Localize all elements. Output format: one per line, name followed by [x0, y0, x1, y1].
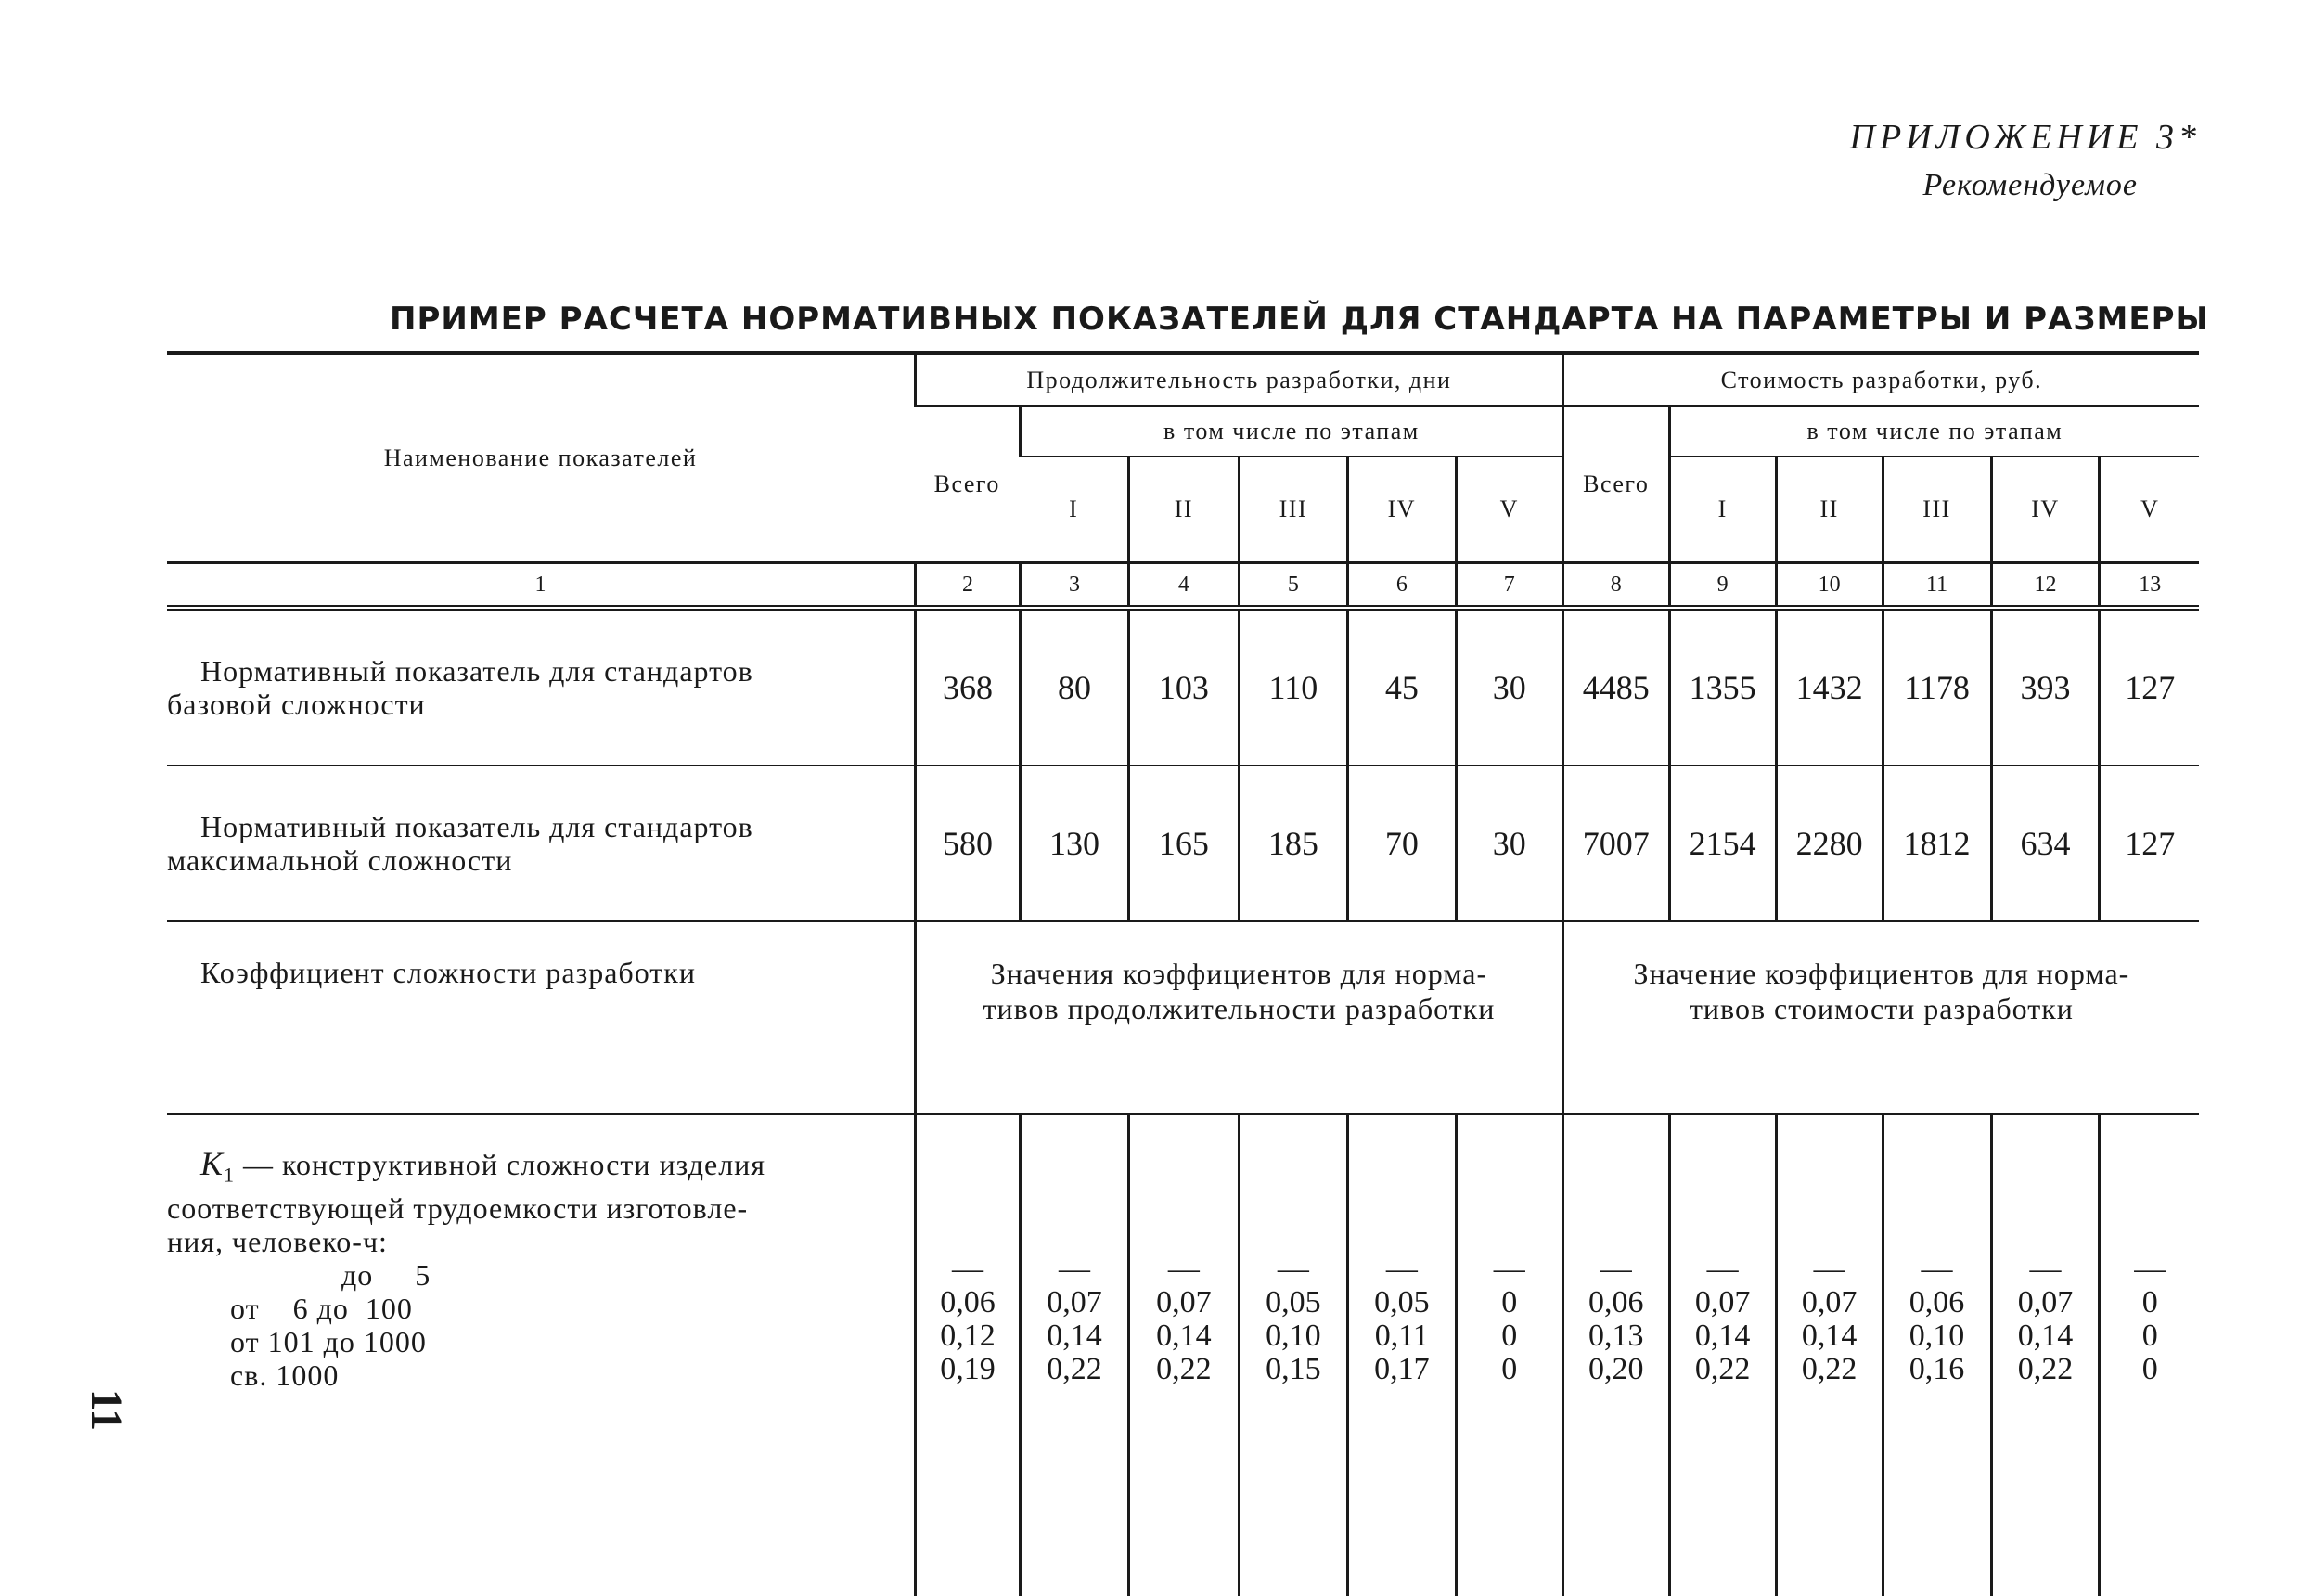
k1-values-col	[1239, 1114, 1347, 1596]
k1-name	[167, 1114, 916, 1596]
row-name-line1: Нормативный показатель для стандартов	[200, 810, 753, 843]
k1-value: 0	[1501, 1285, 1518, 1319]
k1-value: 0,14	[1694, 1319, 1751, 1353]
column-number: 13	[2100, 563, 2199, 609]
coef-duration-note	[916, 921, 1563, 1114]
k1-value: 0,20	[1588, 1352, 1644, 1386]
k1-value: 0,14	[2017, 1319, 2074, 1353]
column-number: 6	[1347, 563, 1456, 609]
header-row-1	[167, 354, 2199, 407]
table-cell: 70	[1347, 766, 1456, 921]
column-number: 12	[1991, 563, 2100, 609]
row-name-line2: максимальной сложности	[167, 843, 513, 877]
k1-value: —	[1058, 1252, 1090, 1286]
k1-value: 0,11	[1374, 1319, 1429, 1353]
k1-value: 0,16	[1909, 1352, 1965, 1386]
table-cell: 30	[1456, 766, 1562, 921]
column-number: 10	[1776, 563, 1883, 609]
k1-value: 0,07	[1047, 1285, 1102, 1319]
cost-stage-III: III	[1883, 457, 1991, 563]
k1-value: 0	[2141, 1285, 2158, 1319]
k1-range: св. 1000	[230, 1358, 340, 1393]
column-number: 11	[1883, 563, 1991, 609]
k1-value: —	[1277, 1252, 1309, 1286]
page-number: 11	[82, 1388, 132, 1432]
table-cell: 185	[1239, 766, 1347, 921]
k1-value: 0,07	[1156, 1285, 1212, 1319]
k1-values-col	[1456, 1114, 1562, 1596]
table-cell: 127	[2100, 766, 2199, 921]
duration-stage-III: III	[1239, 457, 1347, 563]
k1-value: 0	[2141, 1352, 2158, 1386]
k1-value: 0,13	[1588, 1319, 1644, 1353]
table-cell: 580	[916, 766, 1021, 921]
k1-desc-line2: соответствующей трудоемкости изготовле-	[167, 1191, 749, 1226]
k1-subscript: 1	[224, 1163, 236, 1187]
table-cell: 30	[1456, 608, 1562, 766]
k1-value: —	[1600, 1252, 1632, 1286]
column-number: 8	[1562, 563, 1669, 609]
k1-values-col	[1020, 1114, 1128, 1596]
table-cell: 127	[2100, 608, 2199, 766]
k1-values-col	[916, 1114, 1021, 1596]
k1-value: 0,22	[2017, 1352, 2074, 1386]
k1-range: от 101 до 1000	[230, 1325, 427, 1359]
cost-stages-header: в том числе по этапам	[1669, 406, 2199, 457]
k1-values-col	[1562, 1114, 1669, 1596]
k1-value: 0,19	[940, 1352, 996, 1386]
k1-value: —	[2029, 1252, 2062, 1286]
appendix-status: Рекомендуемое	[1922, 168, 2138, 202]
table-cell: 80	[1020, 608, 1128, 766]
duration-stage-I: I	[1020, 457, 1128, 563]
k1-description	[167, 1147, 903, 1258]
table-cell: 7007	[1562, 766, 1669, 921]
table-cell: 130	[1020, 766, 1128, 921]
column-number: 7	[1456, 563, 1562, 609]
coef-duration-line2: тивов продолжительности разработки	[983, 992, 1496, 1025]
table-cell: 110	[1239, 608, 1347, 766]
table-cell: 4485	[1562, 608, 1669, 766]
table-row-max-complexity	[167, 766, 2199, 921]
duration-stage-IV: IV	[1347, 457, 1456, 563]
k1-value: 0,12	[940, 1319, 996, 1353]
k1-value: 0,06	[940, 1285, 996, 1319]
k1-value: 0,10	[1266, 1319, 1321, 1353]
k1-value: 0,05	[1266, 1285, 1321, 1319]
k1-value: 0	[1501, 1319, 1518, 1353]
page-title: ПРИМЕР РАСЧЕТА НОРМАТИВНЫХ ПОКАЗАТЕЛЕЙ ДЛЯ СТАНДАРТА НА ПАРАМЕТРЫ И РАЗМЕРЫ	[390, 301, 2209, 338]
k1-value: 0,22	[1801, 1352, 1858, 1386]
table-cell: 368	[916, 608, 1021, 766]
k1-values-col	[1776, 1114, 1883, 1596]
k1-symbol: K	[200, 1145, 225, 1182]
k1-value: —	[1385, 1252, 1418, 1286]
k1-value: 0	[2141, 1319, 2158, 1353]
column-number: 9	[1669, 563, 1776, 609]
k1-value: 0,22	[1047, 1352, 1102, 1386]
column-number: 3	[1020, 563, 1128, 609]
cost-stage-I: I	[1669, 457, 1776, 563]
duration-header: Продолжительность разработки, дни	[916, 354, 1563, 407]
table-cell: 103	[1128, 608, 1239, 766]
column-number: 1	[167, 563, 916, 609]
column-number: 5	[1239, 563, 1347, 609]
cost-stage-IV: IV	[1991, 457, 2100, 563]
k1-value: 0,15	[1266, 1352, 1321, 1386]
coef-cost-note	[1562, 921, 2199, 1114]
k1-value: —	[1813, 1252, 1845, 1286]
k1-value: —	[1167, 1252, 1200, 1286]
k1-value: 0,17	[1374, 1352, 1430, 1386]
k1-value: —	[2134, 1252, 2166, 1286]
k1-values-col	[1669, 1114, 1776, 1596]
cost-total-header: Всего	[1562, 406, 1669, 563]
column-numbers-row	[167, 563, 2199, 609]
table-cell: 393	[1991, 608, 2100, 766]
coef-row-name: Коэффициент сложности разработки	[167, 921, 916, 1114]
k1-value: 0,14	[1801, 1319, 1858, 1353]
duration-total-header: Всего	[916, 406, 1021, 563]
table-cell: 1178	[1883, 608, 1991, 766]
duration-stage-II: II	[1128, 457, 1239, 563]
k1-values-col	[1128, 1114, 1239, 1596]
appendix-label: ПРИЛОЖЕНИЕ 3*	[1849, 118, 2201, 157]
k1-value: —	[952, 1252, 984, 1286]
k1-value: 0,06	[1909, 1285, 1965, 1319]
duration-stage-V: V	[1456, 457, 1562, 563]
k1-value: —	[1921, 1252, 1953, 1286]
k1-values-col	[1347, 1114, 1456, 1596]
k1-value: —	[1493, 1252, 1525, 1286]
table-cell: 2280	[1776, 766, 1883, 921]
k1-ranges	[167, 1258, 903, 1392]
k1-values-col	[1883, 1114, 1991, 1596]
k1-value: 0,07	[1801, 1285, 1858, 1319]
row-name	[167, 608, 916, 766]
k1-values-col	[1991, 1114, 2100, 1596]
k1-desc-line1: — конструктивной сложности изделия	[235, 1148, 766, 1181]
table-cell: 634	[1991, 766, 2100, 921]
k1-values-col	[2100, 1114, 2199, 1596]
k1-value: 0,22	[1694, 1352, 1751, 1386]
norms-table	[167, 351, 2199, 1596]
row-name	[167, 766, 916, 921]
column-number: 2	[916, 563, 1021, 609]
coef-cost-line1: Значение коэффициентов для норма-	[1633, 957, 2130, 990]
k1-value: 0,14	[1047, 1319, 1102, 1353]
col-name-header: Наименование показателей	[167, 354, 916, 563]
k1-value: 0,07	[1694, 1285, 1751, 1319]
k1-value: 0,07	[2017, 1285, 2074, 1319]
coef-duration-line1: Значения коэффициентов для норма-	[990, 957, 1488, 990]
cost-stage-V: V	[2100, 457, 2199, 563]
table-cell: 2154	[1669, 766, 1776, 921]
k1-value: 0	[1501, 1352, 1518, 1386]
k1-value: 0,06	[1588, 1285, 1644, 1319]
table-cell: 1812	[1883, 766, 1991, 921]
table-cell: 1355	[1669, 608, 1776, 766]
k1-desc-line3: ния, человеко-ч:	[167, 1225, 388, 1259]
k1-value: 0,14	[1156, 1319, 1212, 1353]
k1-value: 0,22	[1156, 1352, 1212, 1386]
appendix-header	[1850, 113, 2201, 210]
cost-header: Стоимость разработки, руб.	[1562, 354, 2199, 407]
k1-value: —	[1706, 1252, 1739, 1286]
table-row-base-complexity	[167, 608, 2199, 766]
duration-stages-header: в том числе по этапам	[1020, 406, 1562, 457]
coef-cost-line2: тивов стоимости разработки	[1689, 992, 2074, 1025]
row-name-line2: базовой сложности	[167, 688, 426, 721]
row-name-line1: Нормативный показатель для стандартов	[200, 654, 753, 688]
table-cell: 45	[1347, 608, 1456, 766]
k1-value: 0,05	[1374, 1285, 1430, 1319]
table-cell: 165	[1128, 766, 1239, 921]
table-cell: 1432	[1776, 608, 1883, 766]
k1-range: до 5	[341, 1258, 431, 1293]
table-row-coefficient	[167, 921, 2199, 1114]
k1-range: от 6 до 100	[230, 1292, 413, 1326]
column-number: 4	[1128, 563, 1239, 609]
k1-value: 0,10	[1909, 1319, 1965, 1353]
cost-stage-II: II	[1776, 457, 1883, 563]
table-row-k1	[167, 1114, 2199, 1596]
